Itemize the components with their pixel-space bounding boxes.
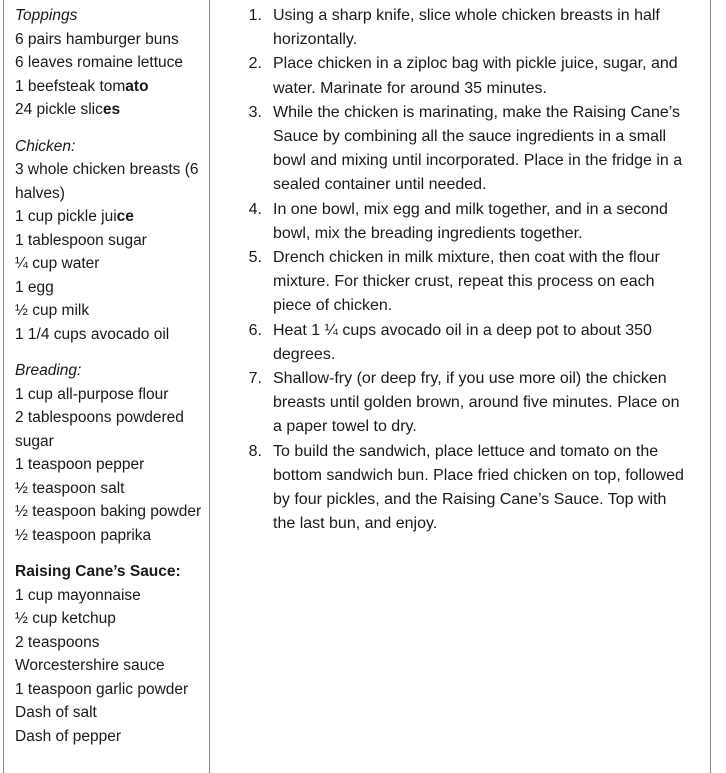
instruction-step-number: 6. — [248, 321, 262, 339]
instruction-step-number: 1. — [248, 7, 262, 24]
instruction-step-text: To build the sandwich, place lettuce and tomato on the bottom sandwich bun. Place fried chicken on top, followed by four pickles, and the Raising Cane’s Sauce. Top with the last bun, and enjoy. — [273, 442, 684, 533]
ingredient-item-text: 6 leaves romaine lettuce — [15, 54, 184, 71]
instruction-step-text: Using a sharp knife, slice whole chicken breasts in half horizontally. — [273, 7, 660, 49]
ingredient-item — [15, 252, 207, 276]
ingredient-item-text: 1 egg — [15, 278, 54, 296]
ingredient-group-heading: Toppings — [15, 7, 78, 24]
instruction-step — [232, 198, 687, 246]
instruction-step — [232, 319, 687, 367]
ingredient-item-text: 1 teaspoon pepper — [15, 456, 145, 473]
ingredient-item — [15, 725, 207, 749]
instructions-column — [232, 4, 687, 536]
ingredient-item-text: ½ cup ketchup — [15, 610, 116, 627]
ingredient-item-text: 1 cup mayonnaise — [15, 586, 141, 604]
ingredient-item-text: ½ teaspoon baking powder — [15, 503, 202, 520]
instruction-step — [232, 52, 687, 100]
ingredient-item — [15, 75, 207, 99]
ingredient-item — [15, 607, 207, 631]
ingredient-item — [15, 500, 207, 524]
ingredient-item — [15, 229, 207, 253]
instruction-step — [232, 4, 687, 52]
ingredient-item — [15, 205, 207, 229]
ingredient-item — [15, 323, 207, 347]
ingredient-item-text: 24 pickle slic — [15, 101, 103, 118]
instruction-step-number: 3. — [248, 103, 262, 121]
ingredient-item — [15, 406, 207, 453]
ingredient-item — [15, 524, 207, 548]
instruction-step-text: Place chicken in a ziploc bag with pickle juice, sugar, and water. Marinate for around 35 minutes. — [273, 55, 678, 97]
ingredient-item-text: 1 teaspoon garlic powder — [15, 680, 189, 698]
ingredient-item-text: 1 cup pickle jui — [15, 208, 117, 225]
instruction-step-number: 8. — [248, 442, 262, 460]
ingredient-group-heading: Chicken: — [15, 137, 76, 155]
ingredient-item-text: Dash of pepper — [15, 727, 121, 745]
ingredient-item — [15, 158, 207, 205]
ingredient-item — [15, 477, 207, 501]
ingredient-item-text: ½ cup milk — [15, 302, 90, 319]
ingredient-item — [15, 383, 207, 407]
instruction-step — [232, 367, 687, 440]
instruction-step-text: In one bowl, mix egg and milk together, and in a second bowl, mix the breading ingredients together. — [273, 200, 668, 242]
instruction-step-number: 2. — [248, 55, 262, 73]
ingredient-item — [15, 678, 207, 702]
instruction-step-text: Drench chicken in milk mixture, then coat with the flour mixture. For thicker crust, repeat this process on each piece of chicken. — [273, 249, 660, 315]
ingredient-item-text: 3 whole chicken breasts (6 halves) — [15, 161, 199, 202]
right-column-rule — [710, 0, 711, 773]
ingredient-item-text: 1 beefsteak tom — [15, 77, 126, 95]
ingredient-group-heading: Raising Cane’s Sauce: — [15, 563, 181, 580]
column-divider-rule — [209, 0, 210, 773]
ingredient-group — [15, 359, 207, 547]
instruction-step-text: Heat 1 ¼ cups avocado oil in a deep pot to about 350 degrees. — [273, 321, 652, 363]
instruction-step — [232, 246, 687, 319]
ingredient-item — [15, 584, 207, 608]
ingredient-item-text: ¼ cup water — [15, 255, 100, 272]
ingredient-group — [15, 4, 207, 122]
ingredient-item-text: ½ teaspoon paprika — [15, 526, 152, 544]
instruction-step-text: While the chicken is marinating, make the Raising Cane’s Sauce by combining all the sauce ingredients in a small bowl and mixing until incorporated. Place in the fridge in a sealed container until needed. — [273, 103, 683, 194]
instruction-step-text: Shallow-fry (or deep fry, if you use more oil) the chicken breasts until golden brown, around five minutes. Place on a paper towel to dry. — [273, 370, 680, 436]
instruction-step-number: 5. — [248, 249, 262, 267]
ingredient-group — [15, 135, 207, 347]
instruction-step — [232, 440, 687, 537]
instruction-step-number: 7. — [248, 370, 262, 388]
ingredient-item-highlighted-text: es — [102, 101, 121, 118]
ingredient-group-heading: Breading: — [15, 362, 82, 379]
instruction-step — [232, 101, 687, 198]
ingredient-item — [15, 276, 207, 300]
ingredient-item-text: 6 pairs hamburger buns — [15, 30, 179, 48]
ingredient-item-text: 1 1/4 cups avocado oil — [15, 325, 170, 343]
instruction-step-number: 4. — [248, 200, 262, 218]
ingredient-item-text: ½ teaspoon salt — [15, 479, 125, 497]
ingredient-group — [15, 560, 207, 748]
left-column-rule — [3, 0, 4, 773]
ingredient-item-highlighted-text: ce — [116, 208, 134, 225]
ingredient-item — [15, 299, 207, 323]
ingredient-item-text: 1 cup all-purpose flour — [15, 385, 169, 403]
ingredient-item — [15, 631, 207, 678]
ingredient-item-text: 1 tablespoon sugar — [15, 231, 147, 249]
ingredient-item — [15, 51, 207, 75]
ingredient-item — [15, 98, 207, 122]
ingredient-item-text: Dash of salt — [15, 704, 97, 721]
ingredient-item-text: 2 tablespoons powdered sugar — [15, 409, 184, 450]
ingredient-item-text: 2 teaspoons Worcestershire sauce — [15, 633, 165, 674]
ingredient-item — [15, 453, 207, 477]
ingredient-item — [15, 28, 207, 52]
ingredient-item — [15, 701, 207, 725]
ingredient-item-highlighted-text: ato — [125, 77, 149, 95]
instruction-steps-list — [232, 4, 687, 536]
ingredients-column — [15, 4, 207, 748]
